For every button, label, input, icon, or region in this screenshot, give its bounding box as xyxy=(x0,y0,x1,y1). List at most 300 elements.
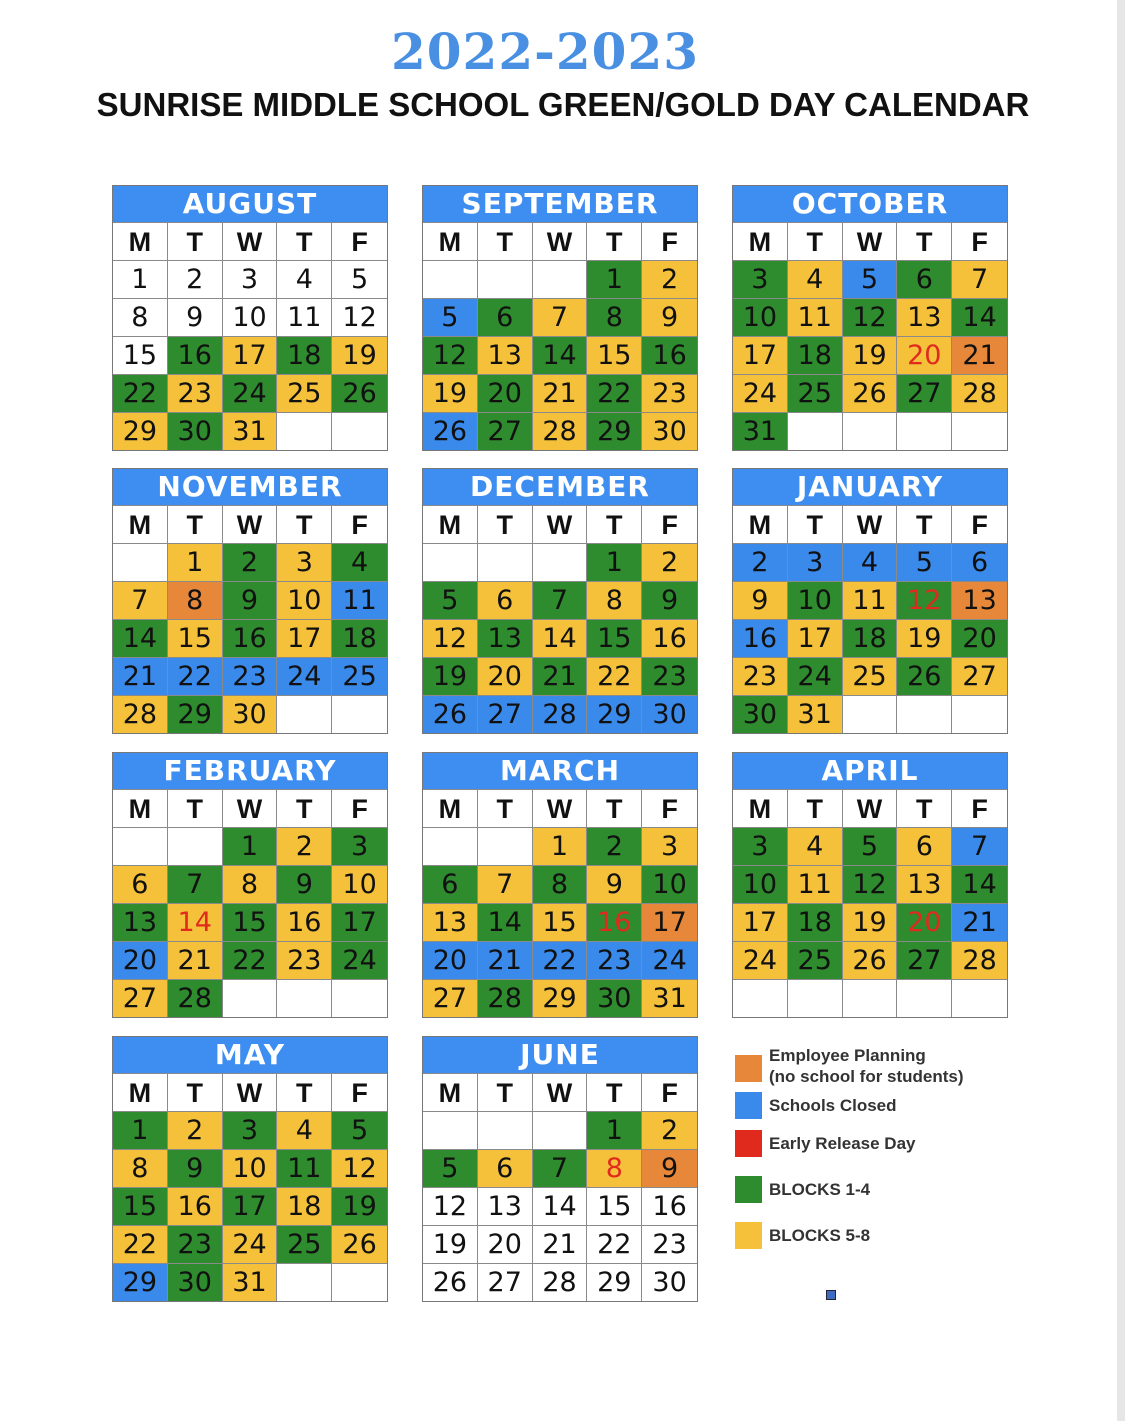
empty-day-cell xyxy=(423,260,478,298)
day-cell: 11 xyxy=(788,865,843,903)
day-cell: 5 xyxy=(843,260,898,298)
empty-day-cell xyxy=(843,979,898,1017)
day-cell: 29 xyxy=(113,412,168,450)
day-cell: 4 xyxy=(843,543,898,581)
day-cell: 21 xyxy=(478,941,533,979)
month-title: NOVEMBER xyxy=(113,469,387,505)
legend-swatch-yellow xyxy=(735,1222,762,1249)
weekday-header: M xyxy=(423,789,478,827)
day-cell: 12 xyxy=(843,298,898,336)
day-cell: 16 xyxy=(277,903,332,941)
day-cell: 8 xyxy=(168,581,223,619)
day-cell: 30 xyxy=(587,979,642,1017)
day-cell: 11 xyxy=(277,298,332,336)
day-cell: 23 xyxy=(642,657,697,695)
empty-day-cell xyxy=(533,543,588,581)
day-cell: 21 xyxy=(952,336,1007,374)
day-cell: 8 xyxy=(587,1149,642,1187)
day-cell: 6 xyxy=(952,543,1007,581)
weekday-header: T xyxy=(277,1073,332,1111)
weekday-header: M xyxy=(423,505,478,543)
day-cell: 16 xyxy=(642,336,697,374)
weekday-header: T xyxy=(478,505,533,543)
day-cell: 8 xyxy=(223,865,278,903)
day-cell: 29 xyxy=(587,695,642,733)
empty-day-cell xyxy=(332,1263,387,1301)
day-cell: 25 xyxy=(277,1225,332,1263)
day-cell: 24 xyxy=(733,374,788,412)
weekday-header: M xyxy=(113,789,168,827)
empty-day-cell xyxy=(332,412,387,450)
weekday-header: T xyxy=(587,505,642,543)
month-grid xyxy=(423,789,697,1017)
calendar-year-title: 2022-2023 xyxy=(390,22,700,81)
month-november xyxy=(112,468,388,734)
day-cell: 1 xyxy=(587,1111,642,1149)
month-march xyxy=(422,752,698,1018)
day-cell: 27 xyxy=(897,941,952,979)
day-cell: 14 xyxy=(478,903,533,941)
day-cell: 26 xyxy=(897,657,952,695)
day-cell: 29 xyxy=(168,695,223,733)
day-cell: 17 xyxy=(642,903,697,941)
day-cell: 6 xyxy=(113,865,168,903)
day-cell: 5 xyxy=(423,581,478,619)
day-cell: 10 xyxy=(733,298,788,336)
day-cell: 8 xyxy=(533,865,588,903)
weekday-header: T xyxy=(277,222,332,260)
empty-day-cell xyxy=(423,543,478,581)
day-cell: 26 xyxy=(843,941,898,979)
day-cell: 17 xyxy=(733,336,788,374)
day-cell: 13 xyxy=(897,298,952,336)
month-title: SEPTEMBER xyxy=(423,186,697,222)
day-cell: 30 xyxy=(168,1263,223,1301)
weekday-header: W xyxy=(223,789,278,827)
weekday-header: T xyxy=(788,789,843,827)
day-cell: 28 xyxy=(168,979,223,1017)
weekday-header: T xyxy=(277,789,332,827)
day-cell: 23 xyxy=(277,941,332,979)
day-cell: 31 xyxy=(733,412,788,450)
day-cell: 27 xyxy=(423,979,478,1017)
empty-day-cell xyxy=(733,979,788,1017)
day-cell: 30 xyxy=(642,412,697,450)
day-cell: 12 xyxy=(423,619,478,657)
weekday-header: T xyxy=(587,1073,642,1111)
day-cell: 13 xyxy=(423,903,478,941)
month-grid xyxy=(113,1073,387,1301)
day-cell: 24 xyxy=(642,941,697,979)
empty-day-cell xyxy=(952,979,1007,1017)
day-cell: 2 xyxy=(642,260,697,298)
day-cell: 1 xyxy=(533,827,588,865)
day-cell: 1 xyxy=(113,1111,168,1149)
day-cell: 26 xyxy=(423,1263,478,1301)
weekday-header: M xyxy=(733,222,788,260)
day-cell: 2 xyxy=(587,827,642,865)
empty-day-cell xyxy=(952,412,1007,450)
weekday-header: T xyxy=(587,222,642,260)
day-cell: 12 xyxy=(332,298,387,336)
day-cell: 27 xyxy=(952,657,1007,695)
day-cell: 23 xyxy=(587,941,642,979)
day-cell: 27 xyxy=(478,695,533,733)
empty-day-cell xyxy=(533,260,588,298)
weekday-header: T xyxy=(788,505,843,543)
day-cell: 22 xyxy=(168,657,223,695)
day-cell: 20 xyxy=(478,374,533,412)
day-cell: 3 xyxy=(277,543,332,581)
day-cell: 16 xyxy=(223,619,278,657)
empty-day-cell xyxy=(277,695,332,733)
legend-label: Employee Planning xyxy=(769,1046,926,1065)
empty-day-cell xyxy=(788,412,843,450)
day-cell: 15 xyxy=(533,903,588,941)
day-cell: 16 xyxy=(642,1187,697,1225)
weekday-header: T xyxy=(478,222,533,260)
day-cell: 26 xyxy=(843,374,898,412)
weekday-header: M xyxy=(113,222,168,260)
empty-day-cell xyxy=(897,412,952,450)
day-cell: 11 xyxy=(332,581,387,619)
month-grid xyxy=(113,222,387,450)
empty-day-cell xyxy=(277,412,332,450)
day-cell: 19 xyxy=(423,657,478,695)
month-title: JUNE xyxy=(423,1037,697,1073)
day-cell: 14 xyxy=(168,903,223,941)
day-cell: 14 xyxy=(952,298,1007,336)
day-cell: 8 xyxy=(113,298,168,336)
day-cell: 16 xyxy=(168,1187,223,1225)
day-cell: 12 xyxy=(843,865,898,903)
day-cell: 23 xyxy=(642,374,697,412)
day-cell: 1 xyxy=(168,543,223,581)
weekday-header: M xyxy=(113,505,168,543)
day-cell: 20 xyxy=(478,657,533,695)
day-cell: 17 xyxy=(788,619,843,657)
day-cell: 27 xyxy=(897,374,952,412)
day-cell: 19 xyxy=(843,336,898,374)
day-cell: 23 xyxy=(168,374,223,412)
month-october xyxy=(732,185,1008,451)
weekday-header: M xyxy=(733,505,788,543)
day-cell: 4 xyxy=(277,260,332,298)
day-cell: 16 xyxy=(168,336,223,374)
day-cell: 3 xyxy=(223,1111,278,1149)
day-cell: 28 xyxy=(533,412,588,450)
day-cell: 24 xyxy=(788,657,843,695)
legend-label: Schools Closed xyxy=(769,1096,897,1115)
month-grid xyxy=(733,222,1007,450)
day-cell: 18 xyxy=(277,1187,332,1225)
day-cell: 22 xyxy=(223,941,278,979)
day-cell: 6 xyxy=(897,827,952,865)
day-cell: 30 xyxy=(223,695,278,733)
day-cell: 7 xyxy=(952,260,1007,298)
day-cell: 1 xyxy=(587,543,642,581)
day-cell: 29 xyxy=(587,1263,642,1301)
weekday-header: W xyxy=(533,505,588,543)
day-cell: 20 xyxy=(423,941,478,979)
month-grid xyxy=(113,505,387,733)
day-cell: 28 xyxy=(952,941,1007,979)
day-cell: 15 xyxy=(113,336,168,374)
month-may xyxy=(112,1036,388,1302)
day-cell: 15 xyxy=(587,336,642,374)
empty-day-cell xyxy=(277,979,332,1017)
calendar-main-title: SUNRISE MIDDLE SCHOOL GREEN/GOLD DAY CALENDAR xyxy=(96,86,1030,123)
weekday-header: F xyxy=(952,789,1007,827)
month-grid xyxy=(423,1073,697,1301)
day-cell: 20 xyxy=(478,1225,533,1263)
empty-day-cell xyxy=(897,979,952,1017)
day-cell: 3 xyxy=(788,543,843,581)
weekday-header: T xyxy=(897,789,952,827)
weekday-header: M xyxy=(113,1073,168,1111)
day-cell: 18 xyxy=(332,619,387,657)
day-cell: 19 xyxy=(332,1187,387,1225)
day-cell: 6 xyxy=(478,581,533,619)
day-cell: 14 xyxy=(113,619,168,657)
empty-day-cell xyxy=(113,543,168,581)
day-cell: 12 xyxy=(332,1149,387,1187)
day-cell: 20 xyxy=(113,941,168,979)
day-cell: 28 xyxy=(533,695,588,733)
empty-day-cell xyxy=(478,260,533,298)
day-cell: 24 xyxy=(223,374,278,412)
empty-day-cell xyxy=(478,827,533,865)
day-cell: 23 xyxy=(223,657,278,695)
day-cell: 20 xyxy=(897,336,952,374)
day-cell: 18 xyxy=(277,336,332,374)
day-cell: 18 xyxy=(788,903,843,941)
day-cell: 22 xyxy=(533,941,588,979)
day-cell: 28 xyxy=(478,979,533,1017)
day-cell: 7 xyxy=(533,1149,588,1187)
day-cell: 9 xyxy=(223,581,278,619)
day-cell: 7 xyxy=(952,827,1007,865)
weekday-header: T xyxy=(897,505,952,543)
day-cell: 13 xyxy=(113,903,168,941)
day-cell: 3 xyxy=(642,827,697,865)
day-cell: 2 xyxy=(168,260,223,298)
weekday-header: W xyxy=(843,505,898,543)
day-cell: 7 xyxy=(113,581,168,619)
day-cell: 11 xyxy=(277,1149,332,1187)
day-cell: 7 xyxy=(168,865,223,903)
day-cell: 28 xyxy=(952,374,1007,412)
legend-sublabel: (no school for students) xyxy=(769,1067,964,1086)
day-cell: 25 xyxy=(788,374,843,412)
day-cell: 1 xyxy=(587,260,642,298)
weekday-header: W xyxy=(223,1073,278,1111)
day-cell: 20 xyxy=(897,903,952,941)
day-cell: 9 xyxy=(642,581,697,619)
day-cell: 24 xyxy=(223,1225,278,1263)
day-cell: 11 xyxy=(788,298,843,336)
month-title: APRIL xyxy=(733,753,1007,789)
legend-swatch-blue xyxy=(735,1092,762,1119)
weekday-header: F xyxy=(332,222,387,260)
day-cell: 14 xyxy=(952,865,1007,903)
day-cell: 25 xyxy=(332,657,387,695)
day-cell: 14 xyxy=(533,619,588,657)
day-cell: 22 xyxy=(587,374,642,412)
day-cell: 16 xyxy=(587,903,642,941)
day-cell: 7 xyxy=(533,581,588,619)
weekday-header: F xyxy=(642,222,697,260)
day-cell: 17 xyxy=(223,336,278,374)
weekday-header: W xyxy=(223,505,278,543)
day-cell: 29 xyxy=(533,979,588,1017)
day-cell: 26 xyxy=(423,695,478,733)
day-cell: 10 xyxy=(332,865,387,903)
month-december xyxy=(422,468,698,734)
day-cell: 2 xyxy=(277,827,332,865)
day-cell: 26 xyxy=(332,1225,387,1263)
day-cell: 23 xyxy=(733,657,788,695)
weekday-header: F xyxy=(952,222,1007,260)
day-cell: 8 xyxy=(587,581,642,619)
day-cell: 28 xyxy=(533,1263,588,1301)
day-cell: 6 xyxy=(478,298,533,336)
day-cell: 3 xyxy=(733,827,788,865)
day-cell: 23 xyxy=(642,1225,697,1263)
day-cell: 27 xyxy=(478,1263,533,1301)
month-grid xyxy=(733,505,1007,733)
day-cell: 21 xyxy=(113,657,168,695)
weekday-header: F xyxy=(642,789,697,827)
weekday-header: W xyxy=(533,1073,588,1111)
day-cell: 9 xyxy=(168,1149,223,1187)
day-cell: 16 xyxy=(642,619,697,657)
empty-day-cell xyxy=(113,827,168,865)
weekday-header: T xyxy=(168,1073,223,1111)
weekday-header: W xyxy=(843,789,898,827)
day-cell: 1 xyxy=(223,827,278,865)
day-cell: 25 xyxy=(843,657,898,695)
weekday-header: W xyxy=(843,222,898,260)
day-cell: 15 xyxy=(113,1187,168,1225)
empty-day-cell xyxy=(332,979,387,1017)
day-cell: 2 xyxy=(223,543,278,581)
empty-day-cell xyxy=(332,695,387,733)
day-cell: 7 xyxy=(533,298,588,336)
day-cell: 10 xyxy=(642,865,697,903)
month-grid xyxy=(423,505,697,733)
weekday-header: F xyxy=(332,1073,387,1111)
month-title: AUGUST xyxy=(113,186,387,222)
day-cell: 2 xyxy=(642,543,697,581)
day-cell: 12 xyxy=(897,581,952,619)
day-cell: 13 xyxy=(897,865,952,903)
day-cell: 17 xyxy=(733,903,788,941)
day-cell: 17 xyxy=(277,619,332,657)
day-cell: 26 xyxy=(423,412,478,450)
day-cell: 5 xyxy=(332,260,387,298)
day-cell: 5 xyxy=(423,298,478,336)
day-cell: 13 xyxy=(478,336,533,374)
weekday-header: W xyxy=(533,222,588,260)
legend-swatch-green xyxy=(735,1176,762,1203)
day-cell: 8 xyxy=(587,298,642,336)
day-cell: 19 xyxy=(423,1225,478,1263)
day-cell: 22 xyxy=(587,1225,642,1263)
weekday-header: T xyxy=(897,222,952,260)
empty-day-cell xyxy=(788,979,843,1017)
day-cell: 21 xyxy=(533,374,588,412)
weekday-header: F xyxy=(952,505,1007,543)
day-cell: 4 xyxy=(788,260,843,298)
month-april xyxy=(732,752,1008,1018)
day-cell: 5 xyxy=(423,1149,478,1187)
weekday-header: F xyxy=(332,789,387,827)
month-august xyxy=(112,185,388,451)
month-february xyxy=(112,752,388,1018)
day-cell: 22 xyxy=(587,657,642,695)
weekday-header: T xyxy=(478,789,533,827)
month-september xyxy=(422,185,698,451)
day-cell: 30 xyxy=(642,695,697,733)
day-cell: 11 xyxy=(843,581,898,619)
day-cell: 25 xyxy=(788,941,843,979)
weekday-header: T xyxy=(478,1073,533,1111)
day-cell: 9 xyxy=(733,581,788,619)
day-cell: 24 xyxy=(733,941,788,979)
weekday-header: M xyxy=(733,789,788,827)
day-cell: 6 xyxy=(423,865,478,903)
month-grid xyxy=(423,222,697,450)
day-cell: 3 xyxy=(223,260,278,298)
weekday-header: F xyxy=(332,505,387,543)
weekday-header: T xyxy=(168,505,223,543)
empty-day-cell xyxy=(897,695,952,733)
weekday-header: F xyxy=(642,1073,697,1111)
month-title: MAY xyxy=(113,1037,387,1073)
day-cell: 5 xyxy=(332,1111,387,1149)
month-title: OCTOBER xyxy=(733,186,1007,222)
day-cell: 23 xyxy=(168,1225,223,1263)
month-grid xyxy=(733,789,1007,1017)
day-cell: 10 xyxy=(277,581,332,619)
day-cell: 18 xyxy=(843,619,898,657)
day-cell: 21 xyxy=(533,657,588,695)
day-cell: 4 xyxy=(277,1111,332,1149)
day-cell: 4 xyxy=(332,543,387,581)
month-title: MARCH xyxy=(423,753,697,789)
legend-swatch-orange xyxy=(735,1055,762,1082)
day-cell: 15 xyxy=(223,903,278,941)
day-cell: 13 xyxy=(478,1187,533,1225)
weekday-header: M xyxy=(423,222,478,260)
day-cell: 1 xyxy=(113,260,168,298)
day-cell: 25 xyxy=(277,374,332,412)
day-cell: 2 xyxy=(168,1111,223,1149)
day-cell: 22 xyxy=(113,1225,168,1263)
day-cell: 9 xyxy=(168,298,223,336)
day-cell: 12 xyxy=(423,1187,478,1225)
day-cell: 30 xyxy=(642,1263,697,1301)
day-cell: 9 xyxy=(642,1149,697,1187)
day-cell: 17 xyxy=(332,903,387,941)
weekday-header: M xyxy=(423,1073,478,1111)
day-cell: 19 xyxy=(897,619,952,657)
weekday-header: T xyxy=(277,505,332,543)
day-cell: 8 xyxy=(113,1149,168,1187)
day-cell: 3 xyxy=(332,827,387,865)
day-cell: 2 xyxy=(733,543,788,581)
